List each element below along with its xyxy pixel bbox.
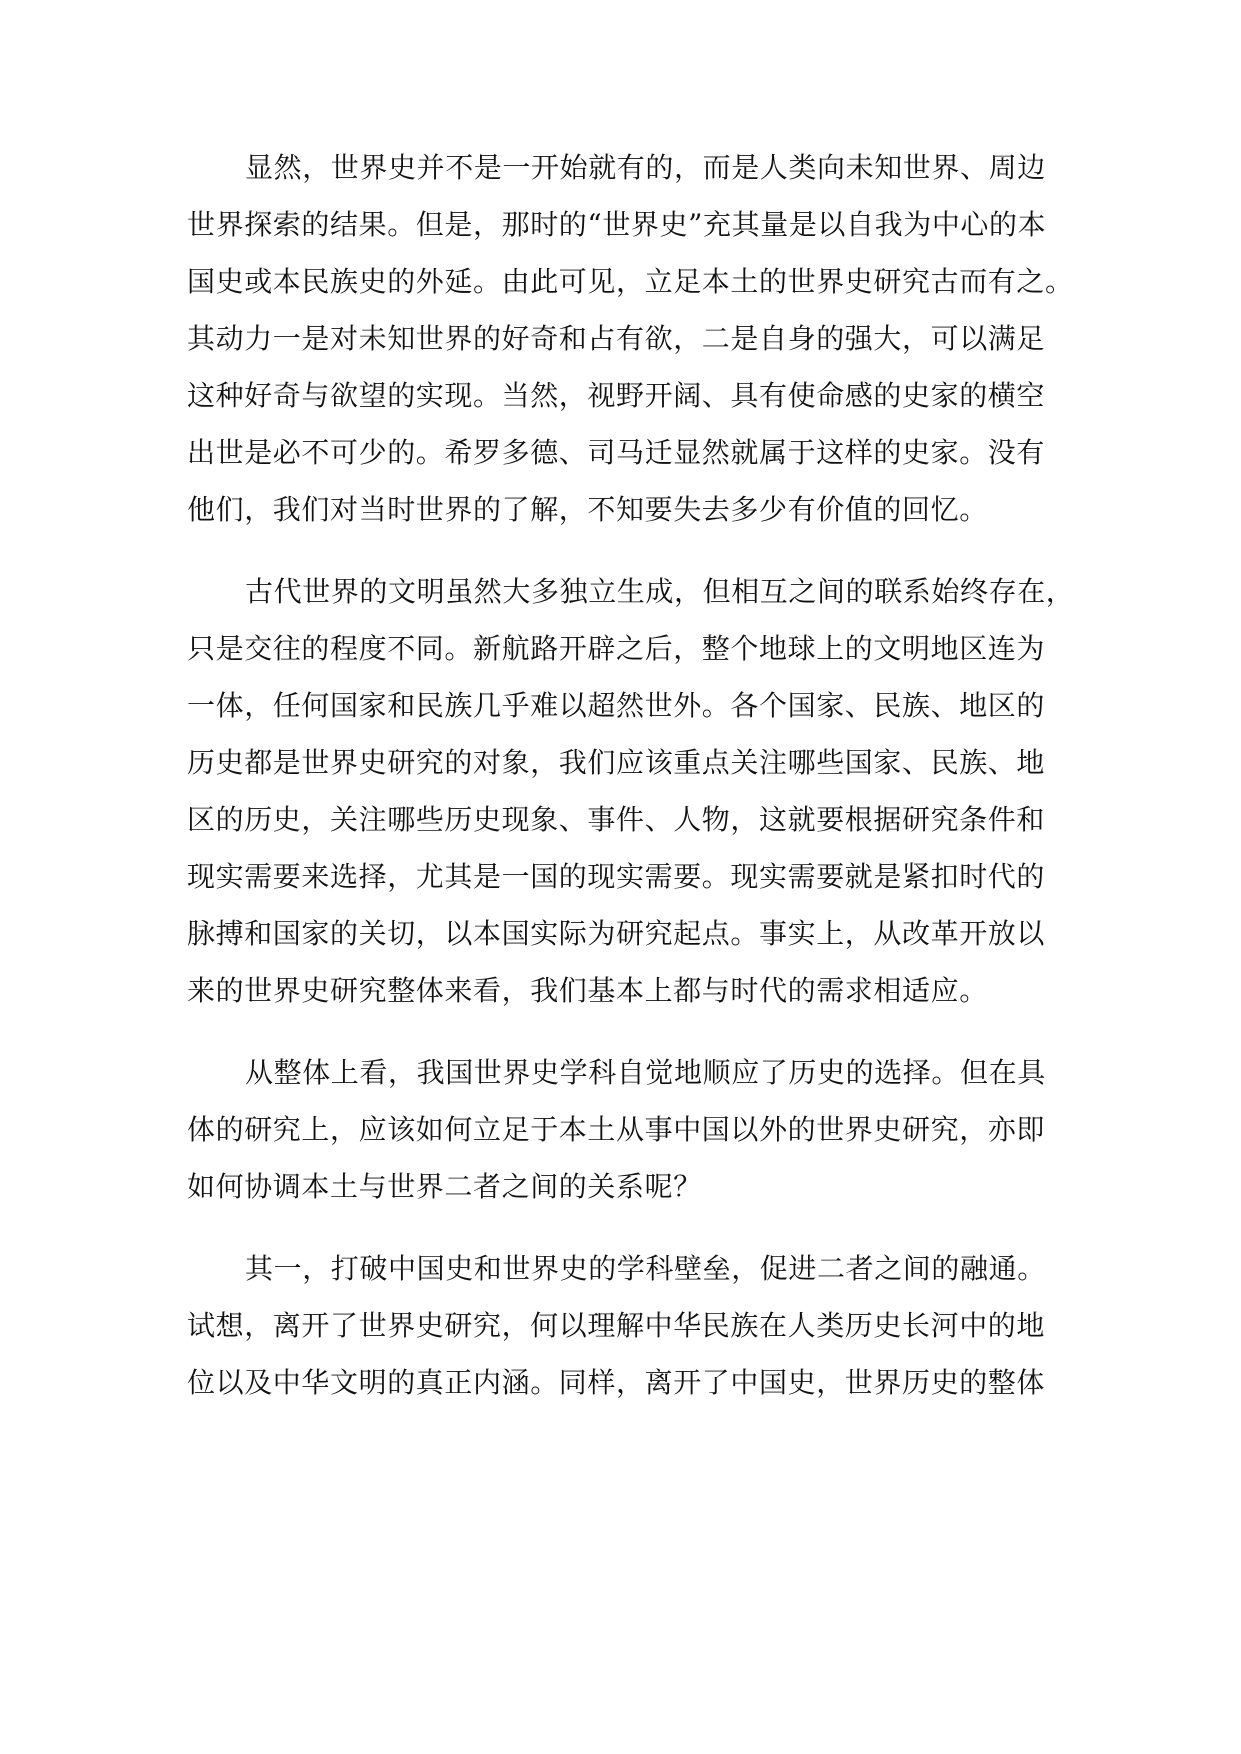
paragraph-4-line-2: 试想，离开了世界史研究，何以理解中华民族在人类历史长河中的地 <box>187 1309 1046 1342</box>
paragraph-4-line-1: 其一，打破中国史和世界史的学科壁垒，促进二者之间的融通。 <box>245 1252 1046 1285</box>
paragraph-2-line-7: 脉搏和国家的关切，以本国实际为研究起点。事实上，从改革开放以 <box>187 917 1046 950</box>
paragraph-2-line-5: 区的历史，关注哪些历史现象、事件、人物，这就要根据研究条件和 <box>187 803 1046 836</box>
paragraph-2-line-6: 现实需要来选择，尤其是一国的现实需要。现实需要就是紧扣时代的 <box>187 860 1046 893</box>
paragraph-3-line-3: 如何协调本土与世界二者之间的关系呢？ <box>187 1170 702 1203</box>
paragraph-2-line-8: 来的世界史研究整体来看，我们基本上都与时代的需求相适应。 <box>187 974 988 1007</box>
paragraph-1-line-6: 出世是必不可少的。希罗多德、司马迁显然就属于这样的史家。没有 <box>187 436 1046 469</box>
paragraph-1-line-5: 这种好奇与欲望的实现。当然，视野开阔、具有使命感的史家的横空 <box>187 379 1046 412</box>
paragraph-2-line-1: 古代世界的文明虽然大多独立生成，但相互之间的联系始终存在， <box>245 575 1075 608</box>
paragraph-3-line-1: 从整体上看，我国世界史学科自觉地顺应了历史的选择。但在具 <box>245 1056 1046 1089</box>
paragraph-2-line-2: 只是交往的程度不同。新航路开辟之后，整个地球上的文明地区连为 <box>187 632 1046 665</box>
paragraph-3-line-2: 体的研究上，应该如何立足于本土从事中国以外的世界史研究，亦即 <box>187 1113 1046 1146</box>
paragraph-1-line-3: 国史或本民族史的外延。由此可见，立足本土的世界史研究古而有之。 <box>187 265 1074 298</box>
paragraph-2-line-4: 历史都是世界史研究的对象，我们应该重点关注哪些国家、民族、地 <box>187 746 1046 779</box>
paragraph-4-line-3: 位以及中华文明的真正内涵。同样，离开了中国史，世界历史的整体 <box>187 1366 1046 1399</box>
paragraph-2-line-3: 一体，任何国家和民族几乎难以超然世外。各个国家、民族、地区的 <box>187 689 1046 722</box>
paragraph-1-line-1: 显然，世界史并不是一开始就有的，而是人类向未知世界、周边 <box>245 151 1046 184</box>
paragraph-1-line-2: 世界探索的结果。但是，那时的“世界史”充其量是以自我为中心的本 <box>187 208 1047 241</box>
paragraph-1-line-4: 其动力一是对未知世界的好奇和占有欲，二是自身的强大，可以满足 <box>187 322 1046 355</box>
paragraph-1-line-7: 他们，我们对当时世界的了解，不知要失去多少有价值的回忆。 <box>187 493 988 526</box>
